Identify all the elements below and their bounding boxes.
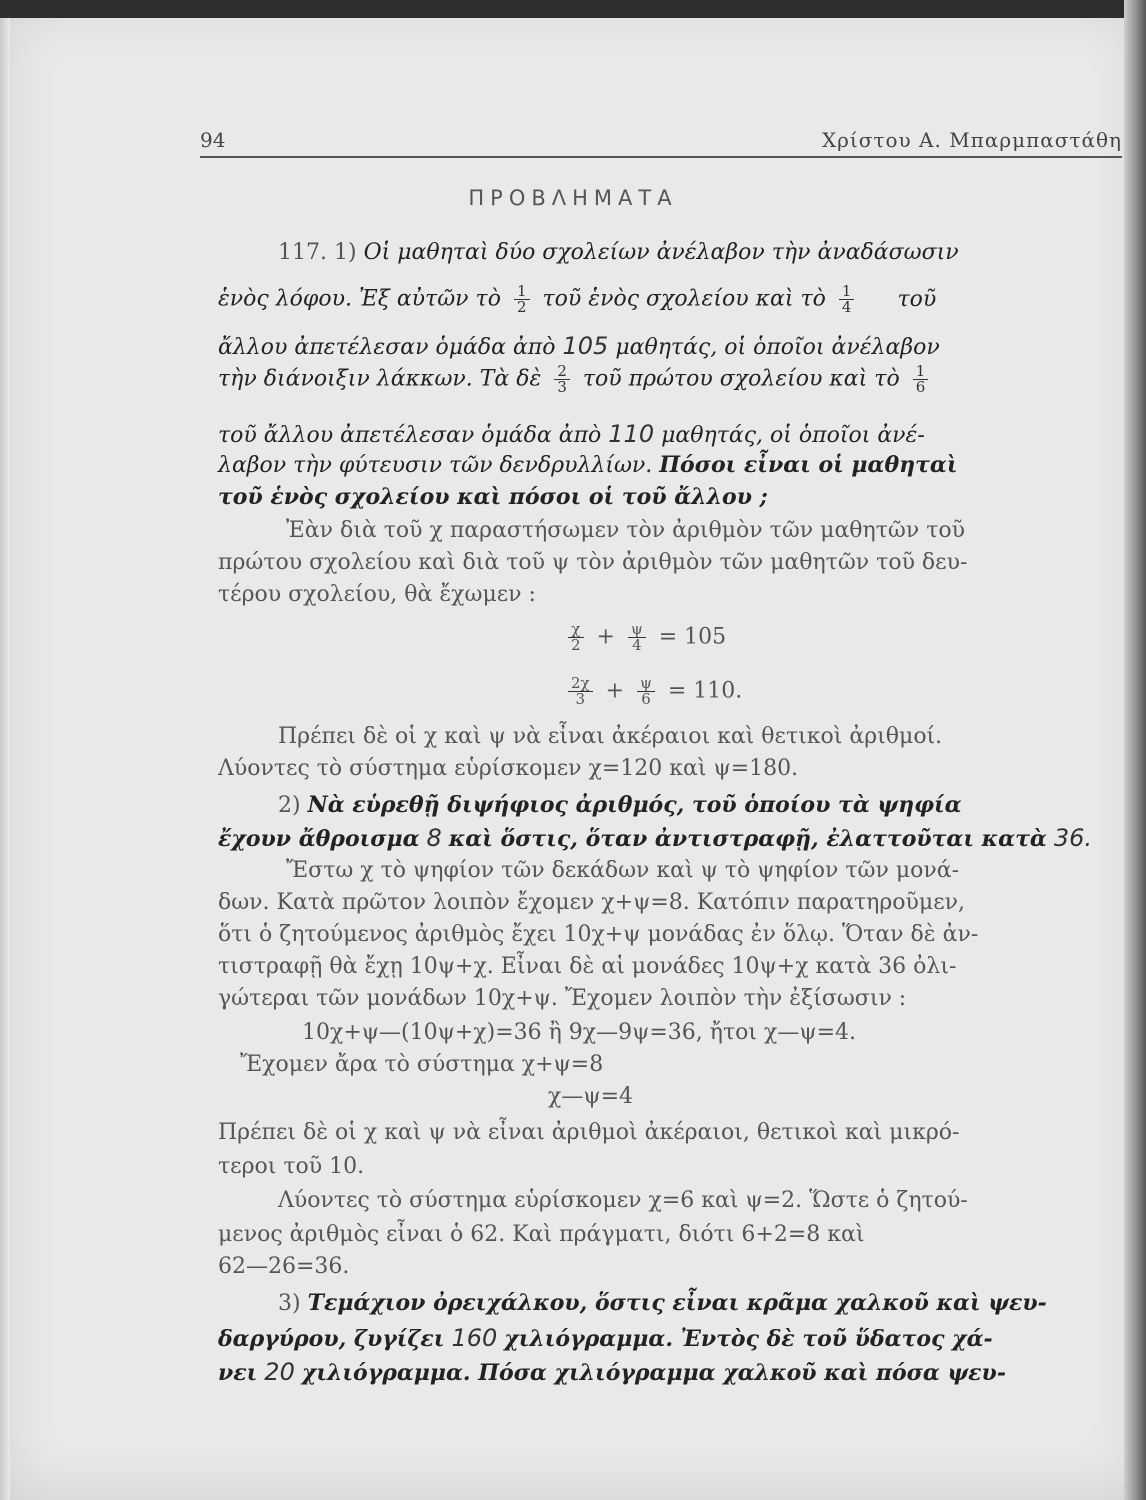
- fraction: $\frac{\chi}{2}$: [568, 622, 584, 653]
- problem-2-line-1: 2) Νὰ εὑρεθῇ διψήφιος ἀριθμός, τοῦ ὁποίου τὰ ψηφία: [278, 792, 962, 818]
- page-number: 94: [200, 128, 226, 152]
- problem-3-line-3: νει 20 χιλιόγραμμα. Πόσα χιλιόγραμμα χαλκοῦ καὶ πόσα ψευ-: [218, 1358, 1006, 1386]
- solution-line: Πρέπει δὲ οἱ χ καὶ ψ νὰ εἶναι ἀριθμοὶ ἀκέραιοι, θετικοὶ καὶ μικρό-: [218, 1120, 960, 1145]
- equation-1: $\frac{\chi}{2}$ + $\frac{\psi}{4}$ = 105: [562, 622, 726, 653]
- problem-3-line-1: 3) Τεμάχιον ὀρειχάλκου, ὅστις εἶναι κρᾶμα χαλκοῦ καὶ ψευ-: [278, 1290, 1047, 1316]
- fraction: $\frac{1}{2}$: [514, 284, 530, 315]
- equation-2: $\frac{2\chi}{3}$ + $\frac{\psi}{6}$ = 110.: [562, 676, 742, 707]
- solution-line: 62—26=36.: [218, 1254, 350, 1279]
- solution-line: ὅτι ὁ ζητούμενος ἀριθμὸς ἔχει 10χ+ψ μονάδας ἐν ὅλῳ. Ὅταν δὲ ἀν-: [218, 922, 979, 947]
- equation-line: 10χ+ψ—(10ψ+χ)=36 ἢ 9χ—9ψ=36, ἤτοι χ—ψ=4.: [302, 1020, 856, 1045]
- solution-line: τεροι τοῦ 10.: [218, 1154, 365, 1179]
- solution-line: Πρέπει δὲ οἱ χ καὶ ψ νὰ εἶναι ἀκέραιοι καὶ θετικοὶ ἀριθμοί.: [278, 724, 943, 749]
- problem-117-line-2: ἑνὸς λόφου. Ἐξ αὐτῶν τὸ $\frac{1}{2}$ τοῦ ἑνὸς σχολείου καὶ τὸ $\frac{1}{4}$ τοῦ: [218, 282, 937, 316]
- fraction: $\frac{2}{3}$: [554, 364, 570, 395]
- running-title: Χρίστου Α. Μπαρμπαστάθη: [821, 128, 1122, 152]
- fraction: $\frac{1}{6}$: [913, 364, 929, 395]
- solution-line: Λύοντες τὸ σύστημα εὑρίσκομεν χ=120 καὶ ψ=180.: [218, 756, 799, 781]
- solution-line: Ἐὰν διὰ τοῦ χ παραστήσωμεν τὸν ἀριθμὸν τῶν μαθητῶν τοῦ: [286, 518, 965, 543]
- problem-3-line-2: δαργύρου, ζυγίζει 160 χιλιόγραμμα. Ἐντὸς δὲ τοῦ ὕδατος χά-: [218, 1324, 993, 1352]
- section-title: ΠΡΟΒΛΗΜΑΤΑ: [468, 186, 678, 210]
- solution-line: πρώτου σχολείου καὶ διὰ τοῦ ψ τὸν ἀριθμὸν τῶν μαθητῶν τοῦ δευ-: [218, 550, 968, 575]
- solution-line: τιστραφῇ θὰ ἔχῃ 10ψ+χ. Εἶναι δὲ αἱ μονάδες 10ψ+χ κατὰ 36 ὀλι-: [218, 954, 957, 979]
- fraction: $\frac{1}{4}$: [839, 284, 855, 315]
- problem-2-line-2: ἔχουν ἄθροισμα 8 καὶ ὅστις, ὅταν ἀντιστραφῇ, ἐλαττοῦται κατὰ 36.: [218, 824, 1092, 852]
- solution-line: δων. Κατὰ πρῶτον λοιπὸν ἔχομεν χ+ψ=8. Κατόπιν παρατηροῦμεν,: [218, 890, 965, 915]
- scan-top-border: [0, 0, 1146, 18]
- fraction: $\frac{\psi}{6}$: [637, 676, 655, 707]
- solution-line: γώτεραι τῶν μονάδων 10χ+ψ. Ἔχομεν λοιπὸν τὴν ἐξίσωσιν :: [218, 986, 907, 1011]
- fraction: $\frac{\psi}{4}$: [628, 622, 646, 653]
- solution-line: Λύοντες τὸ σύστημα εὑρίσκομεν χ=6 καὶ ψ=2. Ὥστε ὁ ζητού-: [278, 1188, 968, 1213]
- page-left-shadow: [0, 18, 10, 1500]
- problem-117-line-4: τὴν διάνοιξιν λάκκων. Τὰ δὲ $\frac{2}{3}$ τοῦ πρώτου σχολείου καὶ τὸ $\frac{1}{6}$: [218, 364, 934, 395]
- problem-117-line-3: ἄλλου ἀπετέλεσαν ὁμάδα ἀπὸ 105 μαθητάς, οἱ ὁποῖοι ἀνέλαβον: [218, 332, 940, 360]
- equation-line: χ—ψ=4: [548, 1084, 634, 1109]
- problem-number: 117. 1): [278, 240, 357, 265]
- problem-number: 3): [278, 1291, 301, 1316]
- solution-line: τέρου σχολείου, θὰ ἔχωμεν :: [218, 582, 536, 607]
- fraction: $\frac{2\chi}{3}$: [568, 676, 593, 707]
- solution-line: μενος ἀριθμὸς εἶναι ὁ 62. Καὶ πράγματι, διότι 6+2=8 καὶ: [218, 1222, 865, 1247]
- problem-117-line-5: τοῦ ἄλλου ἀπετέλεσαν ὁμάδα ἀπὸ 110 μαθητάς, οἱ ὁποῖοι ἀνέ-: [218, 420, 925, 448]
- problem-117-line-7: τοῦ ἑνὸς σχολείου καὶ πόσοι οἱ τοῦ ἄλλου ;: [218, 484, 768, 510]
- solution-line: Ἔχομεν ἄρα τὸ σύστημα χ+ψ=8: [240, 1052, 604, 1077]
- problem-117-line-1: 117. 1) Οἱ μαθηταὶ δύο σχολείων ἀνέλαβον τὴν ἀναδάσωσιν: [278, 240, 959, 265]
- problem-number: 2): [278, 793, 301, 818]
- solution-line: Ἔστω χ τὸ ψηφίον τῶν δεκάδων καὶ ψ τὸ ψηφίον τῶν μονά-: [286, 858, 960, 883]
- problem-117-line-6: λαβον τὴν φύτευσιν τῶν δενδρυλλίων. Πόσοι εἶναι οἱ μαθηταὶ: [218, 452, 958, 478]
- header-rule: [200, 156, 1122, 158]
- page-header: [200, 128, 1130, 158]
- book-spine-edge: [1124, 0, 1146, 1500]
